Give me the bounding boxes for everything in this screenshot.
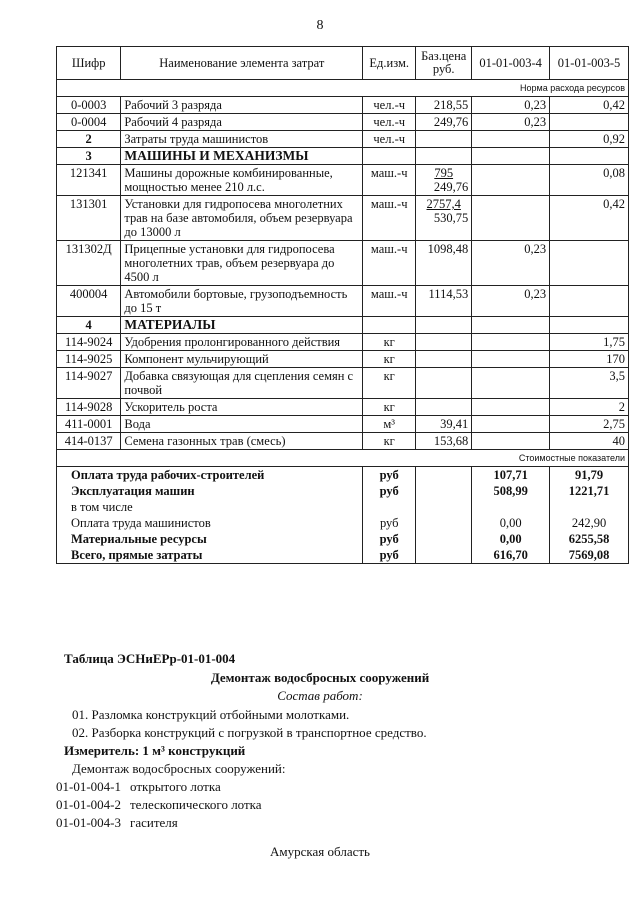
summary-row — [57, 531, 629, 547]
work-item: 01. Разломка конструкций отбойными молотками. — [72, 707, 350, 722]
row-value-4 — [472, 399, 550, 416]
row-unit: кг — [363, 433, 416, 450]
item-code: 01-01-004-3 — [56, 815, 121, 830]
row-value-4 — [472, 317, 550, 334]
price-value: 1098,48 — [427, 242, 469, 256]
summary-unit: руб — [363, 547, 416, 564]
price-index: 795 — [434, 166, 454, 180]
summary-price — [416, 547, 472, 564]
summary-unit: руб — [363, 515, 416, 531]
summary-row — [57, 467, 629, 484]
row-name: Семена газонных трав (смесь) — [121, 433, 363, 450]
summary-unit: руб — [363, 531, 416, 547]
summary-value-5 — [550, 499, 629, 515]
price-value: 249,76 — [433, 180, 469, 194]
row-price — [416, 165, 472, 196]
costs-subheader-label: Стоимостные показатели — [57, 450, 629, 467]
summary-price — [416, 467, 472, 484]
header-code: Шифр — [57, 47, 121, 80]
row-unit — [363, 317, 416, 334]
row-value-4: 0,23 — [472, 241, 550, 286]
row-unit: кг — [363, 351, 416, 368]
row-name: Установки для гидропосева многолетних трав на базе автомобиля, объем резервуара до 13000 л — [121, 196, 363, 241]
table-row — [57, 97, 629, 114]
table-row — [57, 114, 629, 131]
summary-row — [57, 515, 629, 531]
item-label: открытого лотка — [130, 779, 221, 794]
row-price — [416, 399, 472, 416]
row-value-5 — [550, 148, 629, 165]
row-code: 131301 — [57, 196, 121, 241]
table-title: Таблица ЭСНиЕРр-01-01-004 — [64, 651, 236, 666]
row-price — [416, 241, 472, 286]
row-value-4: 0,23 — [472, 286, 550, 317]
row-code: 414-0137 — [57, 433, 121, 450]
table-row — [57, 368, 629, 399]
items-intro: Демонтаж водосбросных сооружений: — [72, 761, 286, 776]
header-unit: Ед.изм. — [363, 47, 416, 80]
row-name: Рабочий 3 разряда — [121, 97, 363, 114]
price-value: 1114,53 — [428, 287, 469, 301]
row-price — [416, 114, 472, 131]
summary-name: Всего, прямые затраты — [57, 547, 363, 564]
price-value: 530,75 — [433, 211, 469, 225]
header-price: Баз.цена руб. — [416, 47, 472, 80]
row-unit: чел.-ч — [363, 131, 416, 148]
summary-value-5: 242,90 — [550, 515, 629, 531]
row-price — [416, 416, 472, 433]
header-name: Наименование элемента затрат — [121, 47, 363, 80]
summary-name: в том числе — [57, 499, 363, 515]
summary-name: Оплата труда рабочих-строителей — [57, 467, 363, 484]
row-value-4 — [472, 416, 550, 433]
row-value-4: 0,23 — [472, 97, 550, 114]
summary-value-4: 0,00 — [472, 515, 550, 531]
row-unit: м³ — [363, 416, 416, 433]
row-name: МАТЕРИАЛЫ — [121, 317, 363, 334]
row-price — [416, 317, 472, 334]
measure: Измеритель: 1 м³ конструкций — [64, 743, 246, 758]
row-price — [416, 97, 472, 114]
summary-price — [416, 499, 472, 515]
row-value-5 — [550, 241, 629, 286]
row-value-4: 0,23 — [472, 114, 550, 131]
table-row — [57, 416, 629, 433]
table-row — [57, 131, 629, 148]
row-price — [416, 334, 472, 351]
row-code: 4 — [57, 317, 121, 334]
summary-name: Оплата труда машинистов — [57, 515, 363, 531]
table-row — [57, 241, 629, 286]
price-value: 153,68 — [433, 434, 469, 448]
summary-value-4 — [472, 499, 550, 515]
row-value-4 — [472, 196, 550, 241]
summary-value-4: 616,70 — [472, 547, 550, 564]
row-unit: маш.-ч — [363, 196, 416, 241]
row-price — [416, 196, 472, 241]
row-price — [416, 351, 472, 368]
item-label: гасителя — [130, 815, 178, 830]
row-value-4 — [472, 351, 550, 368]
row-code: 3 — [57, 148, 121, 165]
summary-value-4: 508,99 — [472, 483, 550, 499]
summary-name: Материальные ресурсы — [57, 531, 363, 547]
row-value-5: 2,75 — [550, 416, 629, 433]
row-code: 2 — [57, 131, 121, 148]
row-name: Прицепные установки для гидропосева многолетних трав, объем резервуара до 4500 л — [121, 241, 363, 286]
row-unit: маш.-ч — [363, 286, 416, 317]
summary-unit: руб — [363, 483, 416, 499]
row-code: 114-9027 — [57, 368, 121, 399]
price-value: 218,55 — [433, 98, 469, 112]
summary-value-5: 1221,71 — [550, 483, 629, 499]
resource-table — [56, 46, 629, 564]
costs-subheader — [57, 450, 629, 467]
summary-value-5: 91,79 — [550, 467, 629, 484]
row-value-5 — [550, 286, 629, 317]
row-value-5: 0,08 — [550, 165, 629, 196]
row-unit: маш.-ч — [363, 241, 416, 286]
row-unit: чел.-ч — [363, 97, 416, 114]
row-unit: кг — [363, 334, 416, 351]
summary-row — [57, 483, 629, 499]
table-row — [57, 165, 629, 196]
row-code: 114-9024 — [57, 334, 121, 351]
page-number: 8 — [316, 18, 324, 33]
summary-price — [416, 515, 472, 531]
summary-price — [416, 531, 472, 547]
table-row — [57, 148, 629, 165]
price-index: 2757,4 — [426, 197, 461, 211]
table-row — [57, 317, 629, 334]
norms-subheader — [57, 80, 629, 97]
row-name: Затраты труда машинистов — [121, 131, 363, 148]
row-value-5: 40 — [550, 433, 629, 450]
row-name: Компонент мульчирующий — [121, 351, 363, 368]
row-unit: кг — [363, 368, 416, 399]
row-name: МАШИНЫ И МЕХАНИЗМЫ — [121, 148, 363, 165]
row-value-5 — [550, 114, 629, 131]
row-value-5: 0,42 — [550, 196, 629, 241]
row-name: Рабочий 4 разряда — [121, 114, 363, 131]
row-value-4 — [472, 433, 550, 450]
row-unit — [363, 148, 416, 165]
row-value-5: 2 — [550, 399, 629, 416]
table-row — [57, 433, 629, 450]
row-unit: кг — [363, 399, 416, 416]
item-code: 01-01-004-2 — [56, 797, 121, 812]
row-code: 400004 — [57, 286, 121, 317]
row-name: Вода — [121, 416, 363, 433]
summary-price — [416, 483, 472, 499]
row-code: 114-9025 — [57, 351, 121, 368]
row-code: 114-9028 — [57, 399, 121, 416]
summary-value-5: 6255,58 — [550, 531, 629, 547]
footer-region: Амурская область — [270, 844, 370, 859]
row-value-5: 0,92 — [550, 131, 629, 148]
table-row — [57, 399, 629, 416]
works-title: Состав работ: — [277, 688, 363, 703]
summary-row — [57, 547, 629, 564]
row-code: 411-0001 — [57, 416, 121, 433]
table-row — [57, 334, 629, 351]
work-item: 02. Разборка конструкций с погрузкой в транспортное средство. — [72, 725, 427, 740]
table-header-row — [57, 47, 629, 80]
row-price — [416, 148, 472, 165]
row-value-4 — [472, 148, 550, 165]
row-name: Автомобили бортовые, грузоподъемность до 15 т — [121, 286, 363, 317]
row-value-4 — [472, 165, 550, 196]
row-value-5: 0,42 — [550, 97, 629, 114]
summary-value-5: 7569,08 — [550, 547, 629, 564]
row-value-4 — [472, 131, 550, 148]
row-unit: чел.-ч — [363, 114, 416, 131]
norms-subheader-label: Норма расхода ресурсов — [57, 80, 629, 97]
row-value-4 — [472, 368, 550, 399]
row-price — [416, 433, 472, 450]
price-value: 39,41 — [440, 417, 469, 431]
row-code: 131302Д — [57, 241, 121, 286]
header-col-5: 01-01-003-5 — [550, 47, 629, 80]
row-code: 0-0003 — [57, 97, 121, 114]
row-value-5: 3,5 — [550, 368, 629, 399]
table-row — [57, 286, 629, 317]
item-code: 01-01-004-1 — [56, 779, 121, 794]
summary-unit: руб — [363, 467, 416, 484]
row-code: 121341 — [57, 165, 121, 196]
row-value-5: 1,75 — [550, 334, 629, 351]
row-name: Добавка связующая для сцепления семян с почвой — [121, 368, 363, 399]
item-label: телескопического лотка — [130, 797, 262, 812]
row-price — [416, 368, 472, 399]
summary-row — [57, 499, 629, 515]
table-row — [57, 196, 629, 241]
summary-name: Эксплуатация машин — [57, 483, 363, 499]
row-unit: маш.-ч — [363, 165, 416, 196]
section-title: Демонтаж водосбросных сооружений — [210, 670, 430, 685]
row-name: Машины дорожные комбинированные, мощностью менее 210 л.с. — [121, 165, 363, 196]
summary-value-4: 107,71 — [472, 467, 550, 484]
summary-value-4: 0,00 — [472, 531, 550, 547]
row-name: Удобрения пролонгированного действия — [121, 334, 363, 351]
row-name: Ускоритель роста — [121, 399, 363, 416]
header-col-4: 01-01-003-4 — [472, 47, 550, 80]
summary-unit — [363, 499, 416, 515]
row-price — [416, 131, 472, 148]
row-price — [416, 286, 472, 317]
price-value: 249,76 — [433, 115, 469, 129]
row-value-5 — [550, 317, 629, 334]
row-value-4 — [472, 334, 550, 351]
row-code: 0-0004 — [57, 114, 121, 131]
row-value-5: 170 — [550, 351, 629, 368]
table-row — [57, 351, 629, 368]
